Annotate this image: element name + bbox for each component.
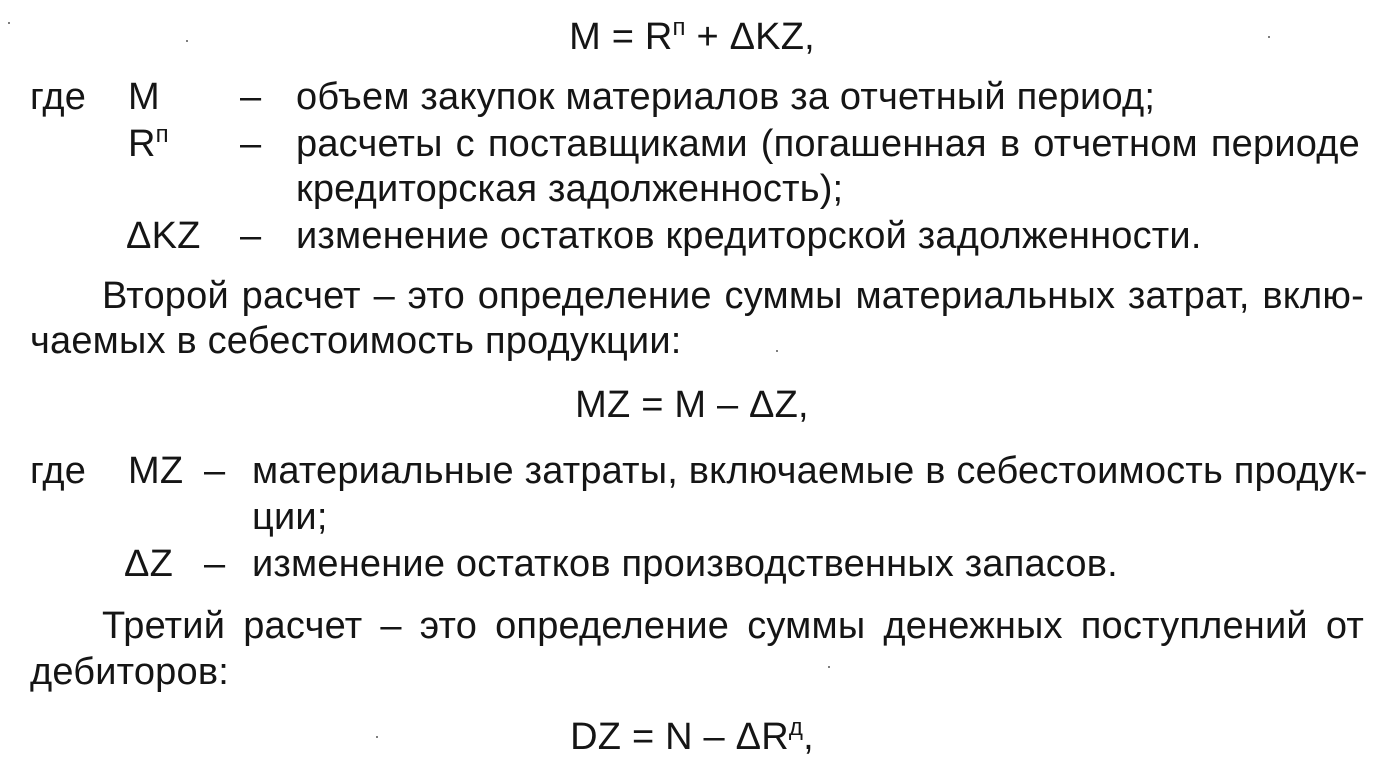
definition-text-dkz: изменение остатков кредиторской задолженности. [296, 215, 1202, 257]
scan-speck [1268, 36, 1270, 38]
formula-material-costs: MZ = M – ΔZ, [575, 384, 809, 426]
symbol-letter: R [128, 123, 156, 165]
definition-symbol-dz: ΔZ [124, 543, 173, 585]
paragraph-second-calc-line2: чаемых в себестоимость продукции: [30, 320, 682, 362]
formula-lhs: DZ = N – ΔR [570, 716, 789, 758]
paragraph-third-calc-line1: Третий расчет – это определение суммы денежных поступлений от [102, 605, 1364, 647]
formula-rhs: , [803, 716, 814, 758]
definition-dash: – [240, 76, 262, 118]
scan-speck [776, 350, 778, 352]
definition-text-rp: расчеты с поставщиками (погашенная в отчетном периоде [296, 123, 1360, 165]
scan-speck [376, 736, 378, 738]
definition-text-m: объем закупок материалов за отчетный период; [296, 76, 1156, 118]
formula-superscript: п [672, 14, 686, 41]
definition-dash: – [240, 123, 262, 165]
formula-purchases [0, 14, 1384, 58]
paragraph-third-calc-line2: дебиторов: [30, 651, 229, 693]
where-label: где [30, 76, 87, 118]
definition-dash: – [240, 215, 262, 257]
formula-receivables [0, 714, 1384, 758]
definition-text-mz-cont: ции; [252, 496, 328, 538]
scan-speck [828, 666, 830, 668]
definition-text-mz: материальные затраты, включаемые в себестоимость продук- [252, 450, 1368, 492]
symbol-superscript: п [155, 121, 169, 148]
scan-speck [8, 22, 10, 24]
definition-symbol-mz: MZ [128, 450, 184, 492]
formula-superscript: д [788, 714, 804, 741]
definition-text-dz: изменение остатков производственных запасов. [252, 543, 1118, 585]
where-label: где [30, 450, 87, 492]
formula-rhs: + ΔKZ, [685, 16, 815, 58]
definition-dash: – [204, 543, 226, 585]
definition-text-rp-cont: кредиторская задолженность); [296, 168, 844, 210]
definition-symbol-m: M [128, 76, 160, 118]
definition-dash: – [204, 450, 226, 492]
scan-speck [186, 40, 188, 42]
formula-lhs: M = R [569, 16, 673, 58]
paragraph-second-calc-line1: Второй расчет – это определение суммы материальных затрат, вклю- [102, 275, 1364, 317]
definition-symbol-rp [128, 121, 169, 165]
definition-symbol-dkz: ΔKZ [126, 215, 201, 257]
